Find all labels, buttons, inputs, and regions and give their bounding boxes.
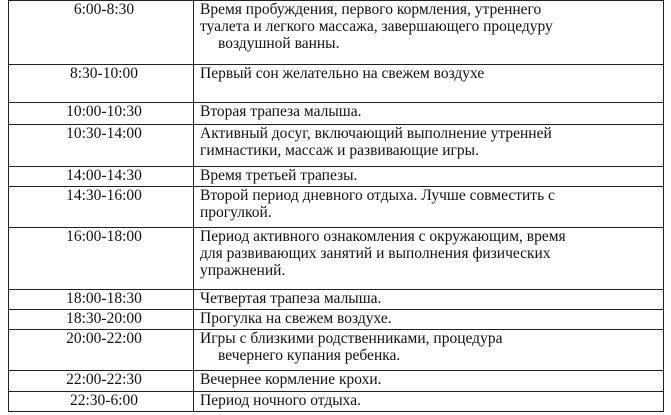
time-cell: 14:00-14:30 (9, 167, 194, 187)
table-row (9, 1, 664, 65)
description-line: Вторая трапеза малыша. (200, 103, 362, 120)
table-row (9, 310, 664, 330)
time-cell: 14:30-16:00 (9, 187, 194, 228)
description-cell (194, 125, 664, 167)
description-line: Игры с близкими родственниками, процедура (200, 330, 503, 347)
description-line: воздушной ванны. (218, 35, 340, 52)
description-cell (194, 330, 664, 371)
description-cell (194, 1, 664, 65)
description-cell (194, 310, 664, 330)
description-cell (194, 392, 664, 412)
description-line: Время пробуждения, первого кормления, утреннего (200, 1, 542, 18)
time-cell: 10:00-10:30 (9, 103, 194, 125)
description-cell (194, 167, 664, 187)
description-line: Период активного ознакомления с окружающим, время (200, 228, 566, 245)
time-cell: 20:00-22:00 (9, 330, 194, 371)
table-row (9, 228, 664, 290)
description-line: гимнастики, массаж и развивающие игры. (200, 142, 479, 159)
description-cell (194, 371, 664, 392)
table-row (9, 392, 664, 412)
table-row (9, 187, 664, 228)
description-line: Период ночного отдыха. (200, 392, 361, 409)
description-line: для развивающих занятий и выполнения физических (200, 245, 551, 262)
time-cell: 22:30-6:00 (9, 392, 194, 412)
table-row (9, 65, 664, 103)
time-cell: 6:00-8:30 (9, 1, 194, 65)
description-line: Четвертая трапеза малыша. (200, 290, 382, 307)
table-row (9, 103, 664, 125)
table-row (9, 371, 664, 392)
time-cell: 18:00-18:30 (9, 290, 194, 310)
description-line: вечернего купания ребенка. (218, 347, 401, 364)
time-cell: 18:30-20:00 (9, 310, 194, 330)
description-line: Прогулка на свежем воздухе. (200, 310, 392, 327)
description-cell (194, 228, 664, 290)
description-line: упражнений. (200, 262, 286, 279)
daily-schedule-table (8, 0, 664, 412)
table-row (9, 290, 664, 310)
description-cell (194, 187, 664, 228)
description-line: Первый сон желательно на свежем воздухе (200, 65, 485, 82)
time-cell: 16:00-18:00 (9, 228, 194, 290)
description-cell (194, 290, 664, 310)
description-line: прогулкой. (200, 204, 272, 221)
description-line: Время третьей трапезы. (200, 167, 358, 184)
table-row (9, 167, 664, 187)
table-row (9, 125, 664, 167)
description-cell (194, 103, 664, 125)
time-cell: 22:00-22:30 (9, 371, 194, 392)
description-line: Второй период дневного отдыха. Лучше совместить с (200, 187, 555, 204)
description-line: туалета и легкого массажа, завершающего процедуру (200, 18, 553, 35)
time-cell: 8:30-10:00 (9, 65, 194, 103)
description-line: Активный досуг, включающий выполнение утренней (200, 125, 552, 142)
time-cell: 10:30-14:00 (9, 125, 194, 167)
table-row (9, 330, 664, 371)
description-cell (194, 65, 664, 103)
description-line: Вечернее кормление крохи. (200, 371, 382, 388)
